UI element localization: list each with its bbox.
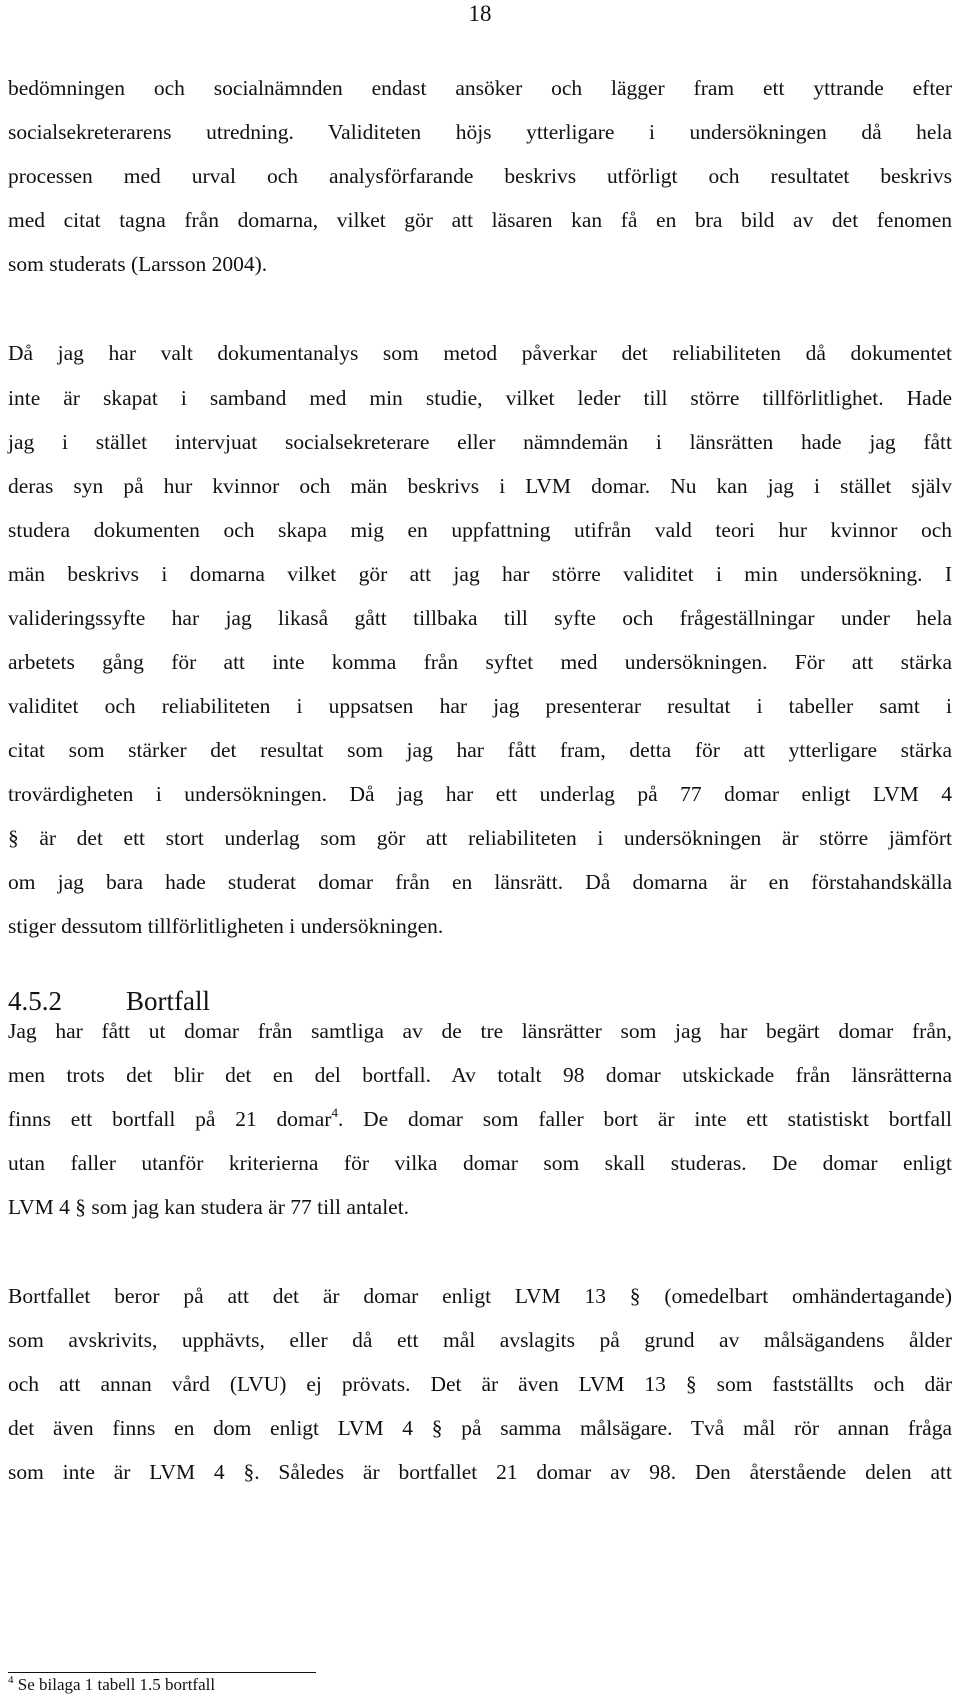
paragraph-4-line: som avskrivits, upphävts, eller då ett mål avslagits på grund av målsägandens ålder [8, 1328, 952, 1352]
paragraph-3-line: Jag har fått ut domar från samtliga av de tre länsrätter som jag har begärt domar från, [8, 1019, 952, 1043]
paragraph-3-line [8, 1105, 952, 1133]
paragraph-1-line: processen med urval och analysförfarande beskrivs utförligt och resultatet beskrivs [8, 164, 952, 188]
paragraph-2-line: Då jag har valt dokumentanalys som metod påverkar det reliabiliteten då dokumentet [8, 341, 952, 365]
paragraph-1-line: socialsekreterarens utredning. Validiteten höjs ytterligare i undersökningen då hela [8, 120, 952, 144]
text-run: . De domar som faller bort är inte ett statistiskt bortfall [337, 1107, 952, 1131]
paragraph-2-line: om jag bara hade studerat domar från en länsrätt. Då domarna är en förstahandskälla [8, 870, 952, 894]
paragraph-2-line: trovärdigheten i undersökningen. Då jag har ett underlag på 77 domar enligt LVM 4 [8, 782, 952, 806]
section-number: 4.5.2 [8, 986, 62, 1016]
footnote-separator [8, 1672, 316, 1673]
paragraph-2-line: validitet och reliabiliteten i uppsatsen har jag presenterar resultat i tabeller samt i [8, 694, 952, 718]
paragraph-2-line: stiger dessutom tillförlitligheten i undersökningen. [8, 914, 444, 938]
text-run: finns ett bortfall på 21 domar [8, 1107, 332, 1131]
paragraph-2-line: valideringssyfte har jag likaså gått tillbaka till syfte och frågeställningar under hela [8, 606, 952, 630]
footnote-marker: 4 [8, 1674, 14, 1686]
paragraph-2-line: studera dokumenten och skapa mig en uppfattning utifrån vald teori hur kvinnor och [8, 518, 952, 542]
paragraph-4-line: Bortfallet beror på att det är domar enligt LVM 13 § (omedelbart omhändertagande) [8, 1284, 952, 1308]
paragraph-2-line: arbetets gång för att inte komma från syftet med undersökningen. För att stärka [8, 650, 952, 674]
paragraph-3-line: men trots det blir det en del bortfall. Av totalt 98 domar utskickade från länsrätterna [8, 1063, 952, 1087]
paragraph-2-line: män beskrivs i domarna vilket gör att jag har större validitet i min undersökning. I [8, 562, 952, 586]
paragraph-4-line: och att annan vård (LVU) ej prövats. Det är även LVM 13 § som fastställts och där [8, 1372, 952, 1396]
paragraph-1-line: med citat tagna från domarna, vilket gör att läsaren kan få en bra bild av det fenomen [8, 208, 952, 232]
section-title: Bortfall [126, 986, 210, 1016]
paragraph-2-line: inte är skapat i samband med min studie, vilket leder till större tillförlitlighet. Hade [8, 386, 952, 410]
paragraph-2-line: § är det ett stort underlag som gör att reliabiliteten i undersökningen är större jämfört [8, 826, 952, 850]
section-heading [8, 985, 210, 1017]
footnote-text: Se bilaga 1 tabell 1.5 bortfall [13, 1675, 216, 1694]
paragraph-3-line: utan faller utanför kriterierna för vilka domar som skall studeras. De domar enligt [8, 1151, 952, 1175]
paragraph-1-line: bedömningen och socialnämnden endast ansöker och lägger fram ett yttrande efter [8, 76, 952, 100]
paragraph-4-line: som inte är LVM 4 §. Således är bortfallet 21 domar av 98. Den återstående delen att [8, 1460, 952, 1484]
footnote [8, 1674, 215, 1696]
paragraph-2-line: jag i stället intervjuat socialsekreterare eller nämndemän i länsrätten hade jag fått [8, 430, 952, 454]
paragraph-2-line: deras syn på hur kvinnor och män beskrivs i LVM domar. Nu kan jag i stället själv [8, 474, 952, 498]
paragraph-2-line: citat som stärker det resultat som jag har fått fram, detta för att ytterligare stärka [8, 738, 952, 762]
paragraph-1-line: som studerats (Larsson 2004). [8, 252, 268, 276]
page-number: 18 [468, 1, 492, 26]
paragraph-3-line: LVM 4 § som jag kan studera är 77 till antalet. [8, 1195, 410, 1219]
paragraph-4-line: det även finns en dom enligt LVM 4 § på samma målsägare. Två mål rör annan fråga [8, 1416, 952, 1440]
footnote-reference[interactable]: 4 [331, 1105, 338, 1120]
